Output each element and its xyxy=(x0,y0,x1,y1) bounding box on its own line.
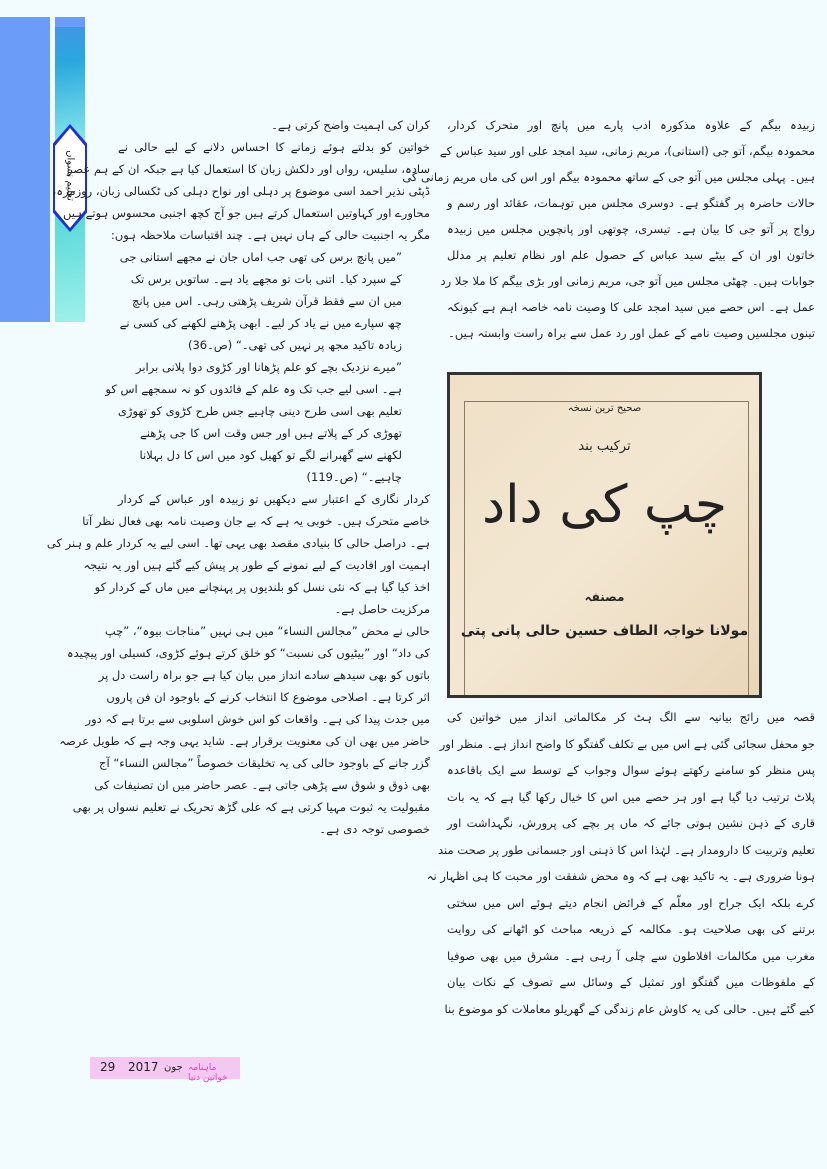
text-line: اخذ کیا گیا ہے کہ نئی نسل کو بلندیوں پر پہنچانے میں ماں کے کردار کو xyxy=(94,580,430,594)
text-line: جوابات ہیں۔ چھٹی مجلس میں آتو جی، مریم زمانی اور بڑی بیگم کا ملا جلا رد xyxy=(440,274,815,288)
sidebar-blue-bar xyxy=(0,17,50,322)
text-line: مگر یہ اجنبیت حالی کے ہاں نہیں ہے۔ چند اقتباسات ملاحظہ ہوں: xyxy=(110,228,430,242)
text-line: خواتین کو بدلتے ہوئے زمانے کا احساس دلانے کے لیے حالی نے xyxy=(118,140,430,154)
text-line: زبیدہ بیگم کے علاوہ مذکورہ ادب پارے میں پانچ اور متحرک کردار، xyxy=(447,118,815,132)
text-line: برتنے کی بھی صلاحیت ہو۔ مکالمہ کے ذریعہ مباحث کو اٹھانے کی روایت xyxy=(447,922,815,936)
text-line: مقبولیت یہ ثبوت مہیا کرتی ہے کہ علی گڑھ تحریک نے تعلیم نسواں پر بھی xyxy=(72,800,430,814)
text-line: کے ملفوظات میں گفتگو اور تمثیل کے وسائل سے تصوف کے نکات بیان xyxy=(447,975,815,989)
text-line: ہے۔ دراصل حالی کا بنیادی مقصد بھی یہی تھا۔ اسی لیے یہ کردار علم و ہنر کی xyxy=(46,536,430,550)
issue-month: جون xyxy=(164,1062,183,1073)
text-line: سادہ، سلیس، رواں اور دلکش زبان کا استعمال کیا ہے جبکہ ان کے ہم عصر xyxy=(67,162,430,176)
text-line: ہونا ضروری ہے۔ یہ تاکید بھی ہے کہ وہ محض شفقت اور محبت کا ہی اظہار نہ xyxy=(426,869,815,883)
text-line: تینوں مجلسیں وصیت نامے کے عمل اور رد عمل سے براہ راست وابستہ ہیں۔ xyxy=(448,326,815,340)
book-cover-image xyxy=(447,372,762,698)
magazine-name: ماہنامہ خواتین دنیا xyxy=(188,1063,228,1083)
cover-edition: صحیح ترین نسخہ xyxy=(567,403,642,414)
sidebar-strip-cap xyxy=(55,17,85,27)
text-line: حاضر میں بھی ان کی معنویت برقرار ہے۔ شاید یہی وجہ ہے کہ طویل عرصہ xyxy=(59,734,430,748)
page-footer xyxy=(90,1057,240,1083)
cover-author: مولانا خواجہ الطاف حسین حالی پانی پتی xyxy=(460,623,749,639)
text-line: کے سپرد کیا۔ اتنی بات تو مجھے یاد ہے۔ ساتویں برس تک xyxy=(130,272,402,286)
text-line: ”میں پانچ برس کی تھی جب اماں جان نے مجھے استانی جی xyxy=(119,250,402,264)
text-line: ڈپٹی نذیر احمد اسی موضوع پر دہلی اور نواح دہلی کی ٹکسالی زبان، روزمرہ، xyxy=(52,184,430,198)
quotation xyxy=(105,356,430,488)
cover-author-label: مصنفہ xyxy=(584,590,625,604)
text-line: گزر جانے کے باوجود حالی کی یہ تخلیقات خصوصاً ”مجالس النساء“ آج xyxy=(99,756,430,770)
issue-year: 2017 xyxy=(128,1060,159,1074)
text-line: حالی نے محض ”مجالس النساء“ میں ہی نہیں ”مناجات بیوہ“، ”چپ xyxy=(104,624,430,638)
text-line: کی داد“ اور ”بیٹیوں کی نسبت“ کو خلق کرتے ہوئے کڑوی، کسیلی اور پیچیدہ xyxy=(66,646,430,660)
text-line: میں جدت پیدا کی ہے۔ واقعات کو اس خوش اسلوبی سے برتا ہے کہ دور xyxy=(85,712,430,726)
paragraph xyxy=(402,112,815,346)
quotation xyxy=(118,246,430,356)
text-line: اثر کرتا ہے۔ اصلاحی موضوع کا انتخاب کرنے کے باوجود ان فن پاروں xyxy=(106,690,430,704)
text-line: ہے۔ اسی لیے جب تک وہ علم کے فائدوں کو نہ سمجھے اس کو xyxy=(105,382,402,396)
text-line: رواج پر آتو جی کا بیان ہے۔ تیسری، چوتھی اور پانچویں مجلس میں زبیدہ xyxy=(447,222,815,236)
cover-title: چپ کی داد xyxy=(481,475,728,535)
text-line: تھوڑی کر کے پلاتے ہیں اور جس وقت اس کا جی پڑھنے xyxy=(140,426,402,440)
text-line: ”میرے نزدیک بچے کو علم پڑھانا اور کڑوی دوا پلانی برابر xyxy=(136,360,402,374)
text-line: خصوصی توجہ دی ہے۔ xyxy=(319,822,430,836)
text-line: زیادہ تاکید مجھ پر نہیں کی تھی۔“ (ص۔36) xyxy=(187,338,402,352)
cover-form: ترکیب بند xyxy=(578,439,631,454)
text-line: خاصے متحرک ہیں۔ خوبی یہ ہے کہ بے جان وصیت نامہ بھی فعال نظر آتا xyxy=(82,514,430,528)
text-line: مغرب میں مکالمات افلاطون سے چلی آ رہی ہے۔ مشرق میں بھی صوفیا xyxy=(447,948,815,963)
text-line: قاری کے ذہن نشین ہوتی جائے کہ ماں پر بچے کی پرورش، نگہداشت اور xyxy=(447,816,815,830)
text-line: پس منظر کو سامنے رکھتے ہوئے سوال وجواب کے توسط سے ایک باقاعدہ xyxy=(447,763,815,777)
text-line: کردار نگاری کے اعتبار سے دیکھیں تو زبیدہ اور عباس کے کردار xyxy=(118,492,430,506)
text-line: باتوں کو بھی سیدھے سادے انداز میں بیان کیا ہے جو براہ راست دل پر xyxy=(98,668,430,682)
text-line: چھ سپارے میں نے یاد کر لیے۔ ابھی پڑھنے لکھنے کی کسی نے xyxy=(119,316,402,330)
text-line: محاورے اور کہاوتیں استعمال کرتے ہیں جو آج کچھ اجنبی محسوس ہوتے ہیں xyxy=(63,206,430,220)
text-line: تعلیم بھی اسی طرح دینی چاہیے جس طرح کڑوی کو تھوڑی xyxy=(117,404,402,418)
text-line: عمل ہے۔ اس حصے میں سید امجد علی کا وصیت نامہ خاصہ اہم ہے کیونکہ xyxy=(447,300,815,314)
text-line: خاتون اور ان کے بیٹے سید عباس کے حصول علم اور نظام تعلیم پر مدلل xyxy=(447,248,815,262)
text-line: اہمیت اور افادیت کے لیے نمونے کے طور پر پیش کیے گئے ہیں اور یہ نتیجہ xyxy=(83,558,430,572)
text-line: قصہ میں رائج بیانیہ سے الگ ہٹ کر مکالماتی انداز میں خواتین کی xyxy=(447,710,815,724)
text-line: تعلیم وتربیت کا دارومدار ہے۔ لہٰذا اس کا ذہنی اور جسمانی طور پر صحت مند xyxy=(437,842,815,857)
text-line: مرکزیت حاصل ہے۔ xyxy=(334,602,430,616)
paragraph xyxy=(46,488,430,620)
section-label: تعلیم نسواں xyxy=(64,150,76,201)
text-line: کرے بلکہ ایک جراح اور معلّم کے فرائض انجام دیتے ہوئے اس میں سختی xyxy=(447,895,815,910)
text-line: ہیں۔ پہلی مجلس میں آتو جی کے ساتھ محمودہ بیگم اور اس کی ماں مریم زمانی کی xyxy=(402,170,815,184)
text-line: میں ان سے فقط قرآن شریف پڑھتی رہی۔ اس میں پانچ xyxy=(132,294,402,308)
text-line: لکھنے سے گھبرانے لگے تو کھیل کود میں اس کا دل بہلانا xyxy=(139,448,402,462)
text-line: بھی ذوق و شوق سے پڑھی جاتی ہے۔ عصر حاضر میں ان تصنیفات کی xyxy=(94,778,430,792)
paragraph xyxy=(426,704,815,1022)
paragraph xyxy=(59,620,430,840)
text-line: حالات حاضرہ پر گفتگو ہے۔ دوسری مجلس میں توہمات، عقائد اور رسم و xyxy=(447,196,815,210)
right-column-top xyxy=(402,112,815,346)
page-number: 29 xyxy=(100,1060,116,1074)
text-line: کیے گئے ہیں۔ حالی کی یہ کاوش عام زندگی کے گھریلو معاملات کو موضوع بنا xyxy=(444,1001,815,1016)
text-line: پلاٹ ترتیب دیا گیا ہے اور ہر حصے میں اس کا خیال رکھا گیا ہے کہ یہ بات xyxy=(447,789,815,804)
text-line: جو محفل سجائی گئی ہے اس میں بے تکلف گفتگو کا واضح انداز ہے۔ منظر اور xyxy=(439,736,815,751)
text-line: کران کی اہمیت واضح کرتی ہے۔ xyxy=(271,118,430,132)
left-column xyxy=(46,114,430,840)
right-column-bottom xyxy=(426,704,815,1022)
text-line: چاہیے۔“ (ص۔119) xyxy=(306,470,402,484)
text-line: محمودہ بیگم، آتو جی (استانی)، مریم زمانی، سید امجد علی اور سید عباس کے xyxy=(439,144,815,158)
paragraph xyxy=(118,114,430,136)
